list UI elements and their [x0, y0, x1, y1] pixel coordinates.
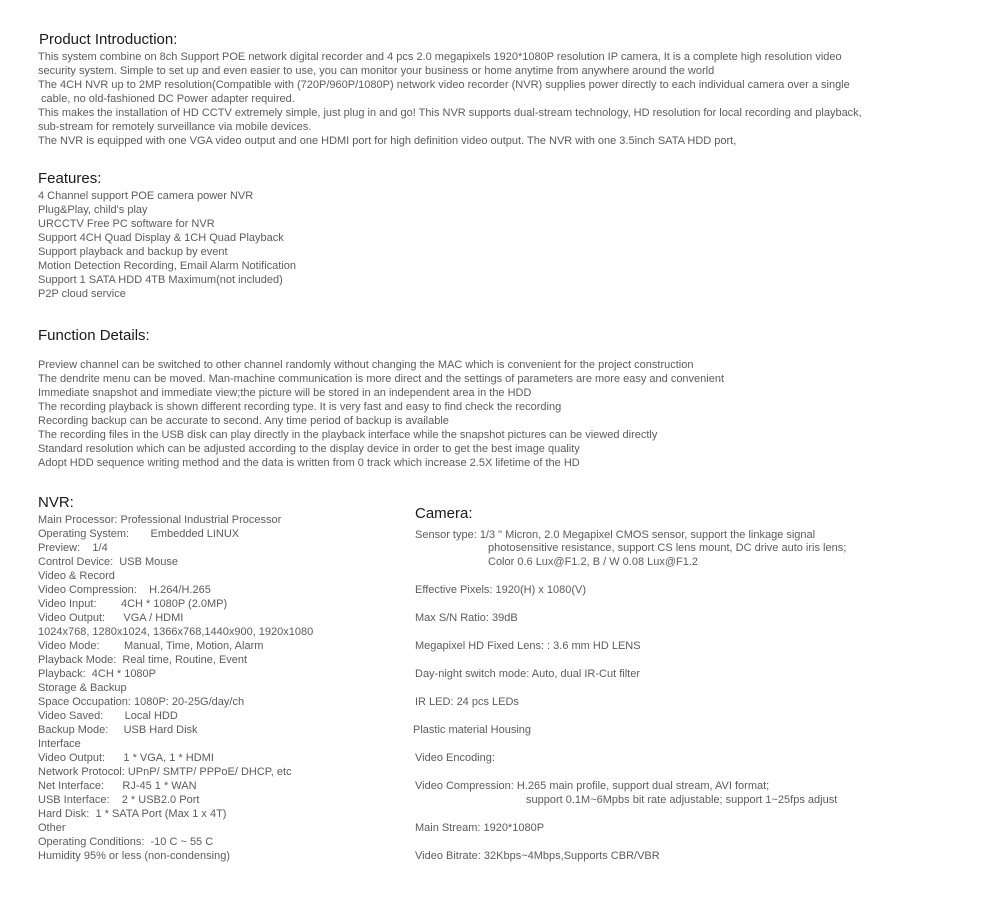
intro-line: The NVR is equipped with one VGA video output and one HDMI port for high definition video output. The NVR with one 3.5inch SATA HDD port, — [38, 135, 737, 147]
nvr-spec-line: Hard Disk: 1 * SATA Port (Max 1 x 4T) — [38, 808, 227, 820]
intro-line: This system combine on 8ch Support POE network digital recorder and 4 pcs 2.0 megapixels 1920*1080P resolution IP camera, It is a complete high resolution video — [38, 51, 842, 63]
feature-item: Support 4CH Quad Display & 1CH Quad Playback — [38, 232, 284, 244]
nvr-section-label: Video & Record — [38, 570, 115, 582]
function-detail-item: Preview channel can be switched to other channel randomly without changing the MAC which is convenient for the project construction — [38, 359, 694, 371]
nvr-spec-line: Playback: 4CH * 1080P — [38, 668, 157, 680]
camera-main-stream: Main Stream: 1920*1080P — [415, 822, 545, 834]
intro-line: sub-stream for remotely surveillance via mobile devices. — [38, 121, 312, 133]
nvr-spec-line: USB Interface: 2 * USB2.0 Port — [38, 794, 200, 806]
function-detail-item: Recording backup can be accurate to second. Any time period of backup is available — [38, 415, 449, 427]
function-detail-item: The dendrite menu can be moved. Man-machine communication is more direct and the settings of parameters are more easy and convenient — [38, 373, 725, 385]
camera-day-night: Day-night switch mode: Auto, dual IR-Cut filter — [415, 668, 640, 680]
nvr-section-label: Other — [38, 822, 66, 834]
camera-max-sn-ratio: Max S/N Ratio: 39dB — [415, 612, 518, 624]
intro-heading: Product Introduction: — [39, 31, 178, 48]
feature-item: P2P cloud service — [38, 288, 126, 300]
intro-line: security system. Simple to set up and even easier to use, you can monitor your business or home anytime from anywhere around the world — [38, 65, 715, 77]
nvr-spec-line: Video Output: 1 * VGA, 1 * HDMI — [38, 752, 214, 764]
features-heading: Features: — [38, 170, 102, 187]
camera-effective-pixels: Effective Pixels: 1920(H) x 1080(V) — [415, 584, 586, 596]
nvr-spec-line: Video Input: 4CH * 1080P (2.0MP) — [38, 598, 228, 610]
nvr-spec-line: Video Output: VGA / HDMI — [38, 612, 184, 624]
nvr-spec-line: Operating Conditions: -10 C ~ 55 C — [38, 836, 214, 848]
camera-video-bitrate: Video Bitrate: 32Kbps~4Mbps,Supports CBR/VBR — [415, 850, 660, 862]
function-detail-item: Standard resolution which can be adjusted according to the display device in order to get the best image quality — [38, 443, 580, 455]
function-details-heading: Function Details: — [38, 327, 150, 344]
nvr-spec-line: Network Protocol: UPnP/ SMTP/ PPPoE/ DHCP, etc — [38, 766, 292, 778]
nvr-spec-line: Backup Mode: USB Hard Disk — [38, 724, 198, 736]
function-detail-item: Immediate snapshot and immediate view;the picture will be stored in an independent area in the HDD — [38, 387, 532, 399]
nvr-spec-line: Preview: 1/4 — [38, 542, 108, 554]
nvr-spec-line: Video Saved: Local HDD — [38, 710, 178, 722]
function-detail-item: The recording files in the USB disk can play directly in the playback interface while the snapshot pictures can be viewed directly — [38, 429, 658, 441]
nvr-spec-line: Humidity 95% or less (non-condensing) — [38, 850, 230, 862]
camera-heading: Camera: — [415, 505, 473, 522]
nvr-spec-line: Space Occupation: 1080P: 20-25G/day/ch — [38, 696, 245, 708]
nvr-spec-line: Control Device: USB Mouse — [38, 556, 178, 568]
nvr-spec-line: Video Mode: Manual, Time, Motion, Alarm — [38, 640, 264, 652]
camera-sensor-type: Sensor type: 1/3 " Micron, 2.0 Megapixel CMOS sensor, support the linkage signal — [415, 529, 816, 541]
camera-lens: Megapixel HD Fixed Lens: : 3.6 mm HD LENS — [415, 640, 641, 652]
intro-line: cable, no old-fashioned DC Power adapter required. — [38, 93, 295, 105]
nvr-section-label: Storage & Backup — [38, 682, 127, 694]
nvr-section-label: Interface — [38, 738, 81, 750]
feature-item: 4 Channel support POE camera power NVR — [38, 190, 254, 202]
feature-item: Support 1 SATA HDD 4TB Maximum(not included) — [38, 274, 283, 286]
intro-line: The 4CH NVR up to 2MP resolution(Compatible with (720P/960P/1080P) network video recorder (NVR) supplies power directly to each individual camera over a single — [38, 79, 850, 91]
feature-item: Support playback and backup by event — [38, 246, 228, 258]
function-detail-item: Adopt HDD sequence writing method and the data is written from 0 track which increase 2.5X lifetime of the HD — [38, 457, 580, 469]
nvr-spec-line: Net Interface: RJ-45 1 * WAN — [38, 780, 197, 792]
nvr-spec-line: Video Compression: H.264/H.265 — [38, 584, 211, 596]
nvr-spec-line: 1024x768, 1280x1024, 1366x768,1440x900, 1920x1080 — [38, 626, 314, 638]
camera-video-compression-cont: support 0.1M~6Mpbs bit rate adjustable; support 1~25fps adjust — [526, 794, 838, 806]
nvr-heading: NVR: — [38, 494, 74, 511]
nvr-spec-line: Playback Mode: Real time, Routine, Event — [38, 654, 248, 666]
feature-item: Motion Detection Recording, Email Alarm Notification — [38, 260, 297, 272]
feature-item: Plug&Play, child's play — [38, 204, 148, 216]
intro-line: This makes the installation of HD CCTV extremely simple, just plug in and go! This NVR supports dual-stream technology, HD resolution for local recording and playback, — [38, 107, 862, 119]
camera-housing: Plastic material Housing — [413, 724, 531, 736]
camera-ir-led: IR LED: 24 pcs LEDs — [415, 696, 519, 708]
camera-video-encoding: Video Encoding: — [415, 752, 495, 764]
nvr-spec-line: Operating System: Embedded LINUX — [38, 528, 240, 540]
camera-sensor-type-cont: photosensitive resistance, support CS lens mount, DC drive auto iris lens; — [488, 542, 847, 554]
nvr-spec-line: Main Processor: Professional Industrial Processor — [38, 514, 282, 526]
camera-video-compression: Video Compression: H.265 main profile, support dual stream, AVI format; — [415, 780, 770, 792]
feature-item: URCCTV Free PC software for NVR — [38, 218, 215, 230]
camera-sensor-type-cont: Color 0.6 Lux@F1.2, B / W 0.08 Lux@F1.2 — [488, 556, 699, 568]
function-detail-item: The recording playback is shown different recording type. It is very fast and easy to find check the recording — [38, 401, 562, 413]
